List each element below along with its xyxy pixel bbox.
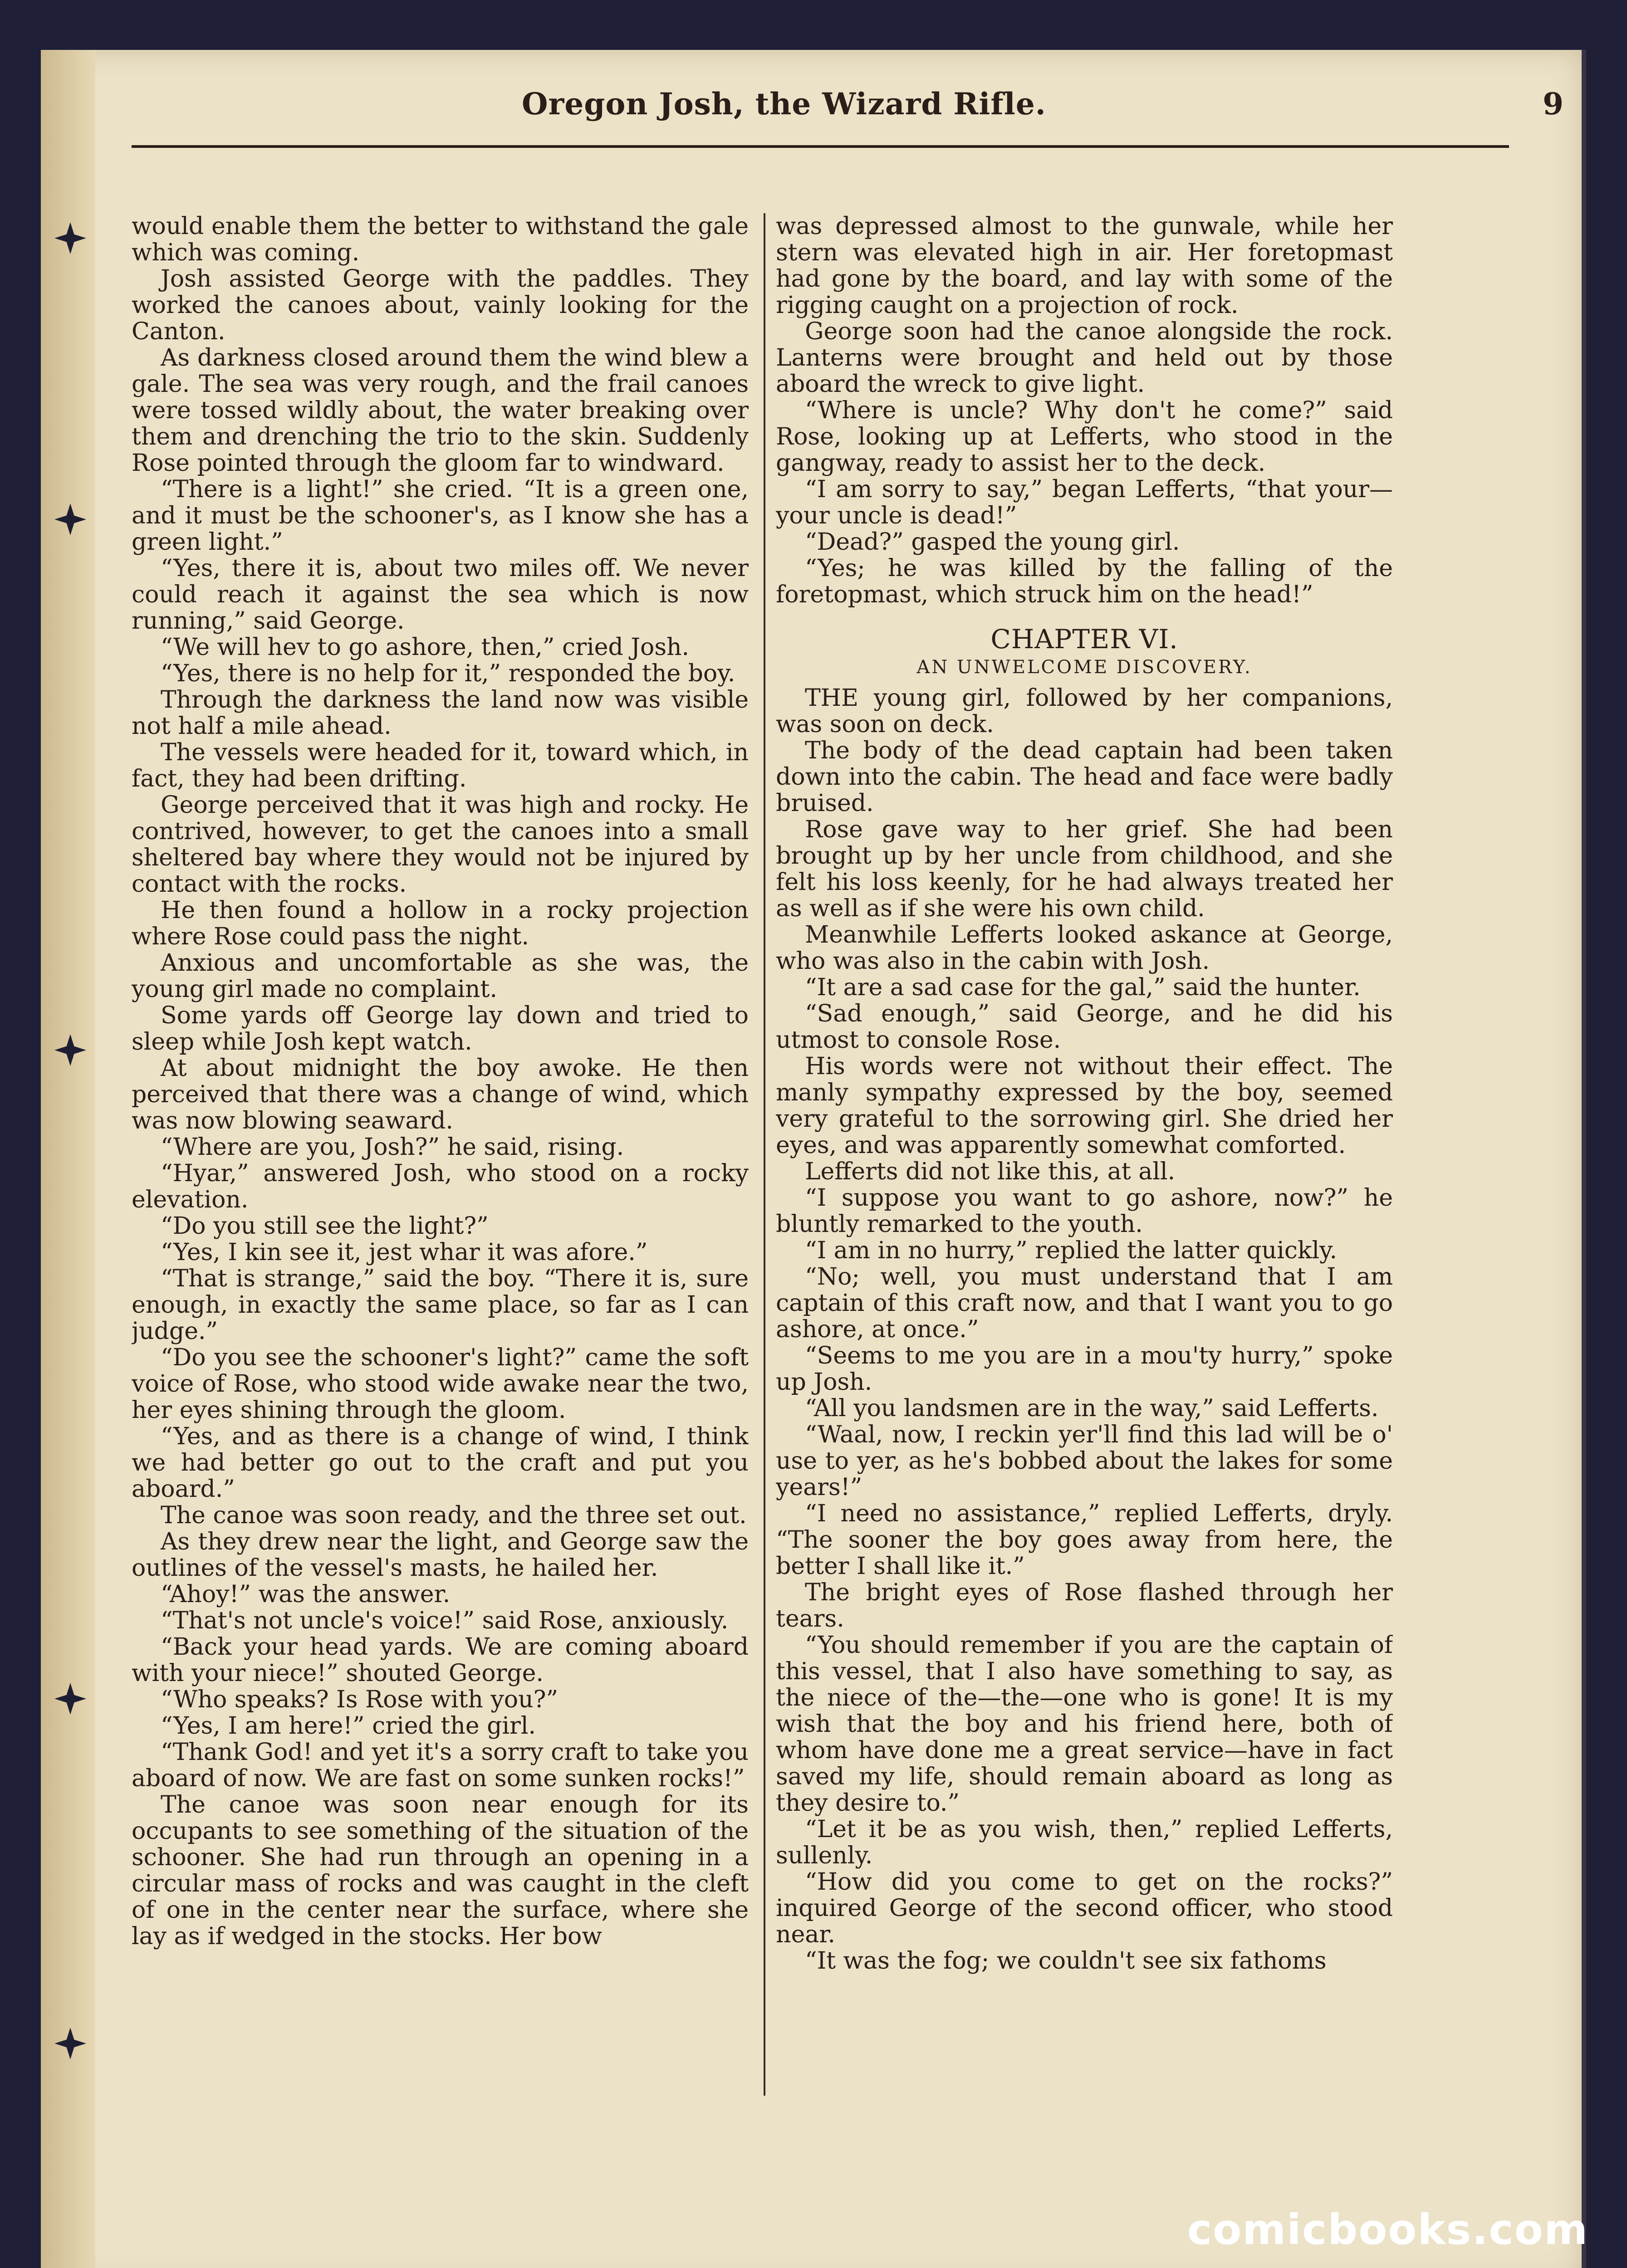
- paragraph: “We will hev to go ashore, then,” cried Josh.: [161, 634, 690, 661]
- paragraph: Through the darkness the land now was visible not half a mile ahead.: [132, 686, 749, 740]
- paragraph: “How did you come to get on the rocks?” inquired George of the second officer, who stood near.: [776, 1868, 1393, 1948]
- chapter-subtitle: AN UNWELCOME DISCOVERY.: [916, 657, 1252, 678]
- paragraph: “Yes, and as there is a change of wind, I think we had better go out to the craft and put you aboard.”: [132, 1423, 749, 1503]
- paragraph: “It are a sad case for the gal,” said the hunter.: [805, 974, 1361, 1001]
- site-watermark: comicbooks.com: [1187, 2205, 1588, 2254]
- paragraph: His words were not without their effect. The manly sympathy expressed by the boy, seemed very grateful to the sorrowing girl. She dried her eyes, and was apparently somewhat comforted.: [776, 1053, 1393, 1159]
- paragraph: “Thank God! and yet it's a sorry craft to take you aboard of now. We are fast on some sunken rocks!”: [132, 1739, 749, 1792]
- binding-hole: [54, 222, 86, 254]
- paragraph: “I am sorry to say,” began Lefferts, “that your—your uncle is dead!”: [776, 476, 1393, 529]
- paragraph: George soon had the canoe alongside the rock. Lanterns were brought and held out by those aboard the wreck to give light.: [776, 318, 1393, 398]
- paragraph: THE young girl, followed by her companions, was soon on deck.: [776, 684, 1393, 738]
- page-number: 9: [1543, 86, 1563, 122]
- paragraph: “Where is uncle? Why don't he come?” said Rose, looking up at Lefferts, who stood in the gangway, ready to assist her to the deck.: [776, 397, 1393, 477]
- paragraph: “Seems to me you are in a mou'ty hurry,” spoke up Josh.: [776, 1342, 1393, 1396]
- paragraph: “Yes, there is no help for it,” responded the boy.: [161, 660, 735, 687]
- paragraph: The vessels were headed for it, toward which, in fact, they had been drifting.: [132, 739, 749, 792]
- paragraph: “Do you see the schooner's light?” came the soft voice of Rose, who stood wide awake near the two, her eyes shining through the gloom.: [132, 1344, 749, 1424]
- paragraph: “That's not uncle's voice!” said Rose, anxiously.: [161, 1607, 729, 1634]
- paragraph: As they drew near the light, and George saw the outlines of the vessel's masts, he hailed her.: [132, 1528, 749, 1582]
- right-column: [776, 213, 1393, 2096]
- paragraph: “Yes, there it is, about two miles off. We never could reach it against the sea which is now running,” said George.: [132, 555, 749, 635]
- paragraph: At about midnight the boy awoke. He then perceived that there was a change of wind, which was now blowing seaward.: [132, 1055, 749, 1134]
- paragraph: The canoe was soon ready, and the three set out.: [161, 1502, 747, 1529]
- paragraph: He then found a hollow in a rocky projection where Rose could pass the night.: [132, 897, 749, 950]
- binding-hole: [54, 1683, 86, 1715]
- paragraph: “Yes; he was killed by the falling of the foretopmast, which struck him on the head!”: [776, 555, 1393, 608]
- paragraph: “I need no assistance,” replied Lefferts, dryly. “The sooner the boy goes away from here, the better I shall like it.”: [776, 1500, 1393, 1580]
- paragraph: Anxious and uncomfortable as she was, the young girl made no complaint.: [132, 949, 749, 1003]
- paragraph: George perceived that it was high and rocky. He contrived, however, to get the canoes into a small sheltered bay where they would not be injured by contact with the rocks.: [132, 792, 749, 898]
- column-rule: [764, 213, 765, 2096]
- paragraph: “You should remember if you are the captain of this vessel, that I also have something to say, as the niece of the—the—one who is gone! It is my wish that the boy and his friend here, both of whom have done me a great service—have in fact saved my life, should remain aboard as long as they desire to.”: [776, 1632, 1393, 1817]
- paragraph: “Waal, now, I reckin yer'll find this lad will be o' use to yer, as he's bobbed about the lakes for some years!”: [776, 1421, 1393, 1501]
- paragraph: “Hyar,” answered Josh, who stood on a rocky elevation.: [132, 1160, 749, 1213]
- paragraph: Meanwhile Lefferts looked askance at George, who was also in the cabin with Josh.: [776, 921, 1393, 975]
- paragraph: “Who speaks? Is Rose with you?”: [161, 1686, 559, 1713]
- header-rule: [132, 145, 1509, 148]
- binding-hole: [54, 503, 86, 535]
- paragraph: The canoe was soon near enough for its occupants to see something of the situation of the schooner. She had run through an opening in a circular mass of rocks and was caught in the cleft of one in the center near the surface, where she lay as if wedged in the stocks. Her bow: [132, 1791, 749, 1950]
- chapter-title: CHAPTER VI.: [990, 624, 1178, 655]
- paragraph: Lefferts did not like this, at all.: [805, 1158, 1176, 1185]
- paragraph: “No; well, you must understand that I am captain of this craft now, and that I want you to go ashore, at once.”: [776, 1263, 1393, 1343]
- paragraph: “Sad enough,” said George, and he did his utmost to console Rose.: [776, 1000, 1393, 1054]
- binding-hole: [54, 1034, 86, 1066]
- paragraph: Some yards off George lay down and tried to sleep while Josh kept watch.: [132, 1002, 749, 1056]
- paragraph: “Where are you, Josh?” he said, rising.: [161, 1134, 624, 1161]
- paragraph: The bright eyes of Rose flashed through her tears.: [776, 1579, 1393, 1633]
- paragraph: “There is a light!” she cried. “It is a green one, and it must be the schooner's, as I know she has a green light.”: [132, 476, 749, 556]
- paragraph: was depressed almost to the gunwale, while her stern was elevated high in air. Her foretopmast had gone by the board, and lay with some of the rigging caught on a projection of rock.: [776, 213, 1393, 319]
- page-header: [136, 82, 1582, 141]
- paragraph: “Yes, I am here!” cried the girl.: [161, 1712, 536, 1740]
- paragraph: “All you landsmen are in the way,” said Lefferts.: [805, 1395, 1379, 1422]
- paragraph: “That is strange,” said the boy. “There it is, sure enough, in exactly the same place, so far as I can judge.”: [132, 1265, 749, 1345]
- paragraph: The body of the dead captain had been taken down into the cabin. The head and face were badly bruised.: [776, 737, 1393, 817]
- binding-hole: [54, 2028, 86, 2059]
- paragraph: As darkness closed around them the wind blew a gale. The sea was very rough, and the frail canoes were tossed wildly about, the water breaking over them and drenching the trio to the skin. Suddenly Rose pointed through the gloom far to windward.: [132, 344, 749, 477]
- running-title: Oregon Josh, the Wizard Rifle.: [522, 86, 1046, 122]
- paragraph: Josh assisted George with the paddles. They worked the canoes about, vainly looking for the Canton.: [132, 265, 749, 345]
- left-column: [132, 213, 749, 2096]
- page-spine: [41, 50, 95, 2268]
- paragraph: “Yes, I kin see it, jest whar it was afore.”: [161, 1239, 648, 1266]
- paragraph: “Dead?” gasped the young girl.: [805, 528, 1180, 556]
- paragraph: “I am in no hurry,” replied the latter quickly.: [805, 1237, 1337, 1264]
- paragraph: “I suppose you want to go ashore, now?” he bluntly remarked to the youth.: [776, 1184, 1393, 1238]
- paragraph: “Ahoy!” was the answer.: [161, 1581, 451, 1608]
- paragraph: “Do you still see the light?”: [161, 1212, 489, 1240]
- paragraph: “Let it be as you wish, then,” replied Lefferts, sullenly.: [776, 1816, 1393, 1869]
- paragraph: would enable them the better to withstand the gale which was coming.: [132, 213, 749, 266]
- paragraph: Rose gave way to her grief. She had been brought up by her uncle from childhood, and she felt his loss keenly, for he had always treated her as well as if she were his own child.: [776, 816, 1393, 922]
- paragraph: “Back your head yards. We are coming aboard with your niece!” shouted George.: [132, 1633, 749, 1687]
- paragraph: “It was the fog; we couldn't see six fathoms: [805, 1947, 1327, 1975]
